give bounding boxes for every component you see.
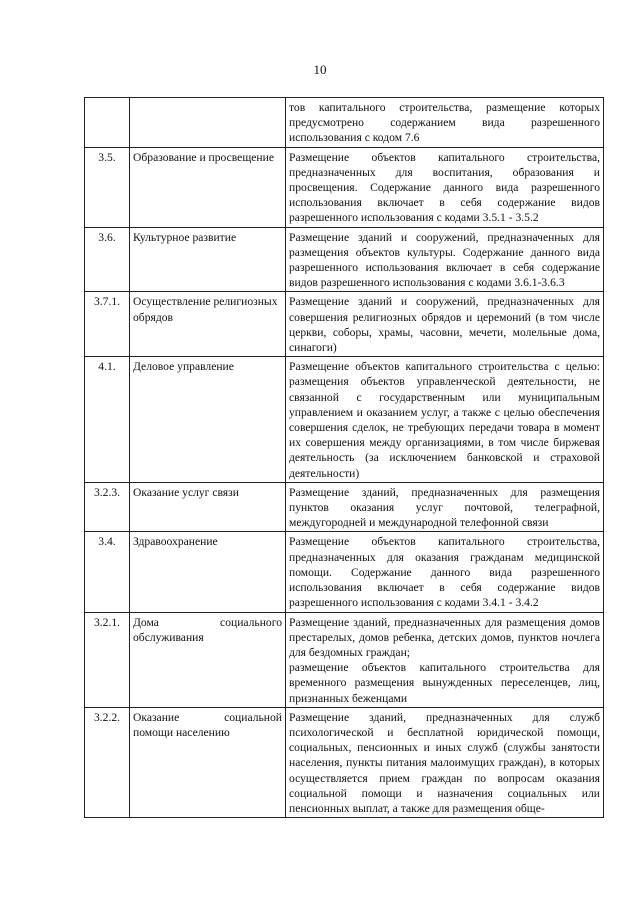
description-text: размещение объектов капитального строительства для временного размещения вынужденных переселенцев, лиц, признанных беженцами [289, 661, 600, 705]
name-cell: Культурное развитие [130, 227, 286, 292]
description-text: Размещение зданий и сооружений, предназначенных для совершения религиозных обрядов и церемоний (в том числе церкви, соборы, храмы, часовни, мечети, молельные дома, синагоги) [289, 295, 600, 355]
code-cell: 3.2.2. [85, 707, 130, 817]
description-cell [286, 532, 604, 612]
name-cell: Дома социального обслуживания [130, 612, 286, 707]
description-text: Размещение зданий, предназначенных для размещения пунктов оказания услуг почтовой, телеграфной, междугородней и международной телефонной связи [289, 485, 600, 530]
code-cell: 3.5. [85, 147, 130, 227]
table-row [85, 147, 604, 227]
name-cell: Оказание услуг связи [130, 482, 286, 532]
table-row [85, 532, 604, 612]
code-cell: 3.2.1. [85, 612, 130, 707]
table-row [85, 227, 604, 292]
description-cell [286, 612, 604, 707]
code-cell: 3.7.1. [85, 292, 130, 357]
description-cell [286, 227, 604, 292]
code-cell: 3.2.3. [85, 482, 130, 532]
description-cell [286, 98, 604, 148]
code-cell [85, 98, 130, 148]
land-use-table [84, 97, 604, 818]
description-cell [286, 707, 604, 817]
table-row [85, 292, 604, 357]
description-text: Размещение зданий, предназначенных для размещения домов престарелых, домов ребенка, детских домов, пунктов ночлега для бездомных граждан; [289, 615, 600, 659]
page-number: 10 [313, 62, 327, 77]
description-text: Размещение объектов капитального строительства, предназначенных для воспитания, образования и просвещения. Содержание данного вида разрешенного использования включает в себя содержание видов разрешенного использования с кодами 3.5.1 - 3.5.2 [289, 150, 600, 225]
table-row [85, 98, 604, 148]
description-text: Размещение зданий и сооружений, предназначенных для размещения объектов культуры. Содержание данного вида разрешенного использования включает в себя содержание видов разрешенного использования с кодами 3.6.1-3.6.3 [289, 230, 600, 290]
name-cell [130, 98, 286, 148]
name-cell: Оказание социальной помощи населению [130, 707, 286, 817]
name-cell: Здравоохранение [130, 532, 286, 612]
description-cell [286, 482, 604, 532]
description-text: тов капитального строительства, размещение которых предусмотрено содержанием вида разрешенного использования с кодом 7.6 [289, 101, 600, 145]
description-text: Размещение объектов капитального строительства с целью: размещения объектов управленческой деятельности, не связанной с государственным или муниципальным управлением и оказанием услуг, а также с целью обеспечения совершения сделок, не требующих передачи товара в момент их совершения между организациями, в том числе биржевая деятельность (за исключением банковской и страховой деятельности) [289, 360, 600, 480]
name-cell: Осуществление религиозных обрядов [130, 292, 286, 357]
name-cell: Деловое управление [130, 357, 286, 483]
table-row [85, 482, 604, 532]
description-text: Размещение зданий, предназначенных для служб психологической и бесплатной юридической помощи, социальных, пенсионных и иных служб (службы занятости населения, пункты питания малоимущих граждан), в которых осуществляется прием граждан по вопросам оказания социальной помощи и назначения социальных или пенсионных выплат, а также для размещения обще- [289, 710, 600, 815]
table-row [85, 612, 604, 707]
code-cell: 3.6. [85, 227, 130, 292]
description-cell [286, 292, 604, 357]
table-row [85, 707, 604, 817]
table-row [85, 357, 604, 483]
description-cell [286, 357, 604, 483]
description-text: Размещение объектов капитального строительства, предназначенных для оказания гражданам медицинской помощи. Содержание данного вида разрешенного использования включает в себя содержание видов разрешенного использования с кодами 3.4.1 - 3.4.2 [289, 535, 600, 610]
name-cell: Образование и просвещение [130, 147, 286, 227]
code-cell: 4.1. [85, 357, 130, 483]
description-cell [286, 147, 604, 227]
code-cell: 3.4. [85, 532, 130, 612]
